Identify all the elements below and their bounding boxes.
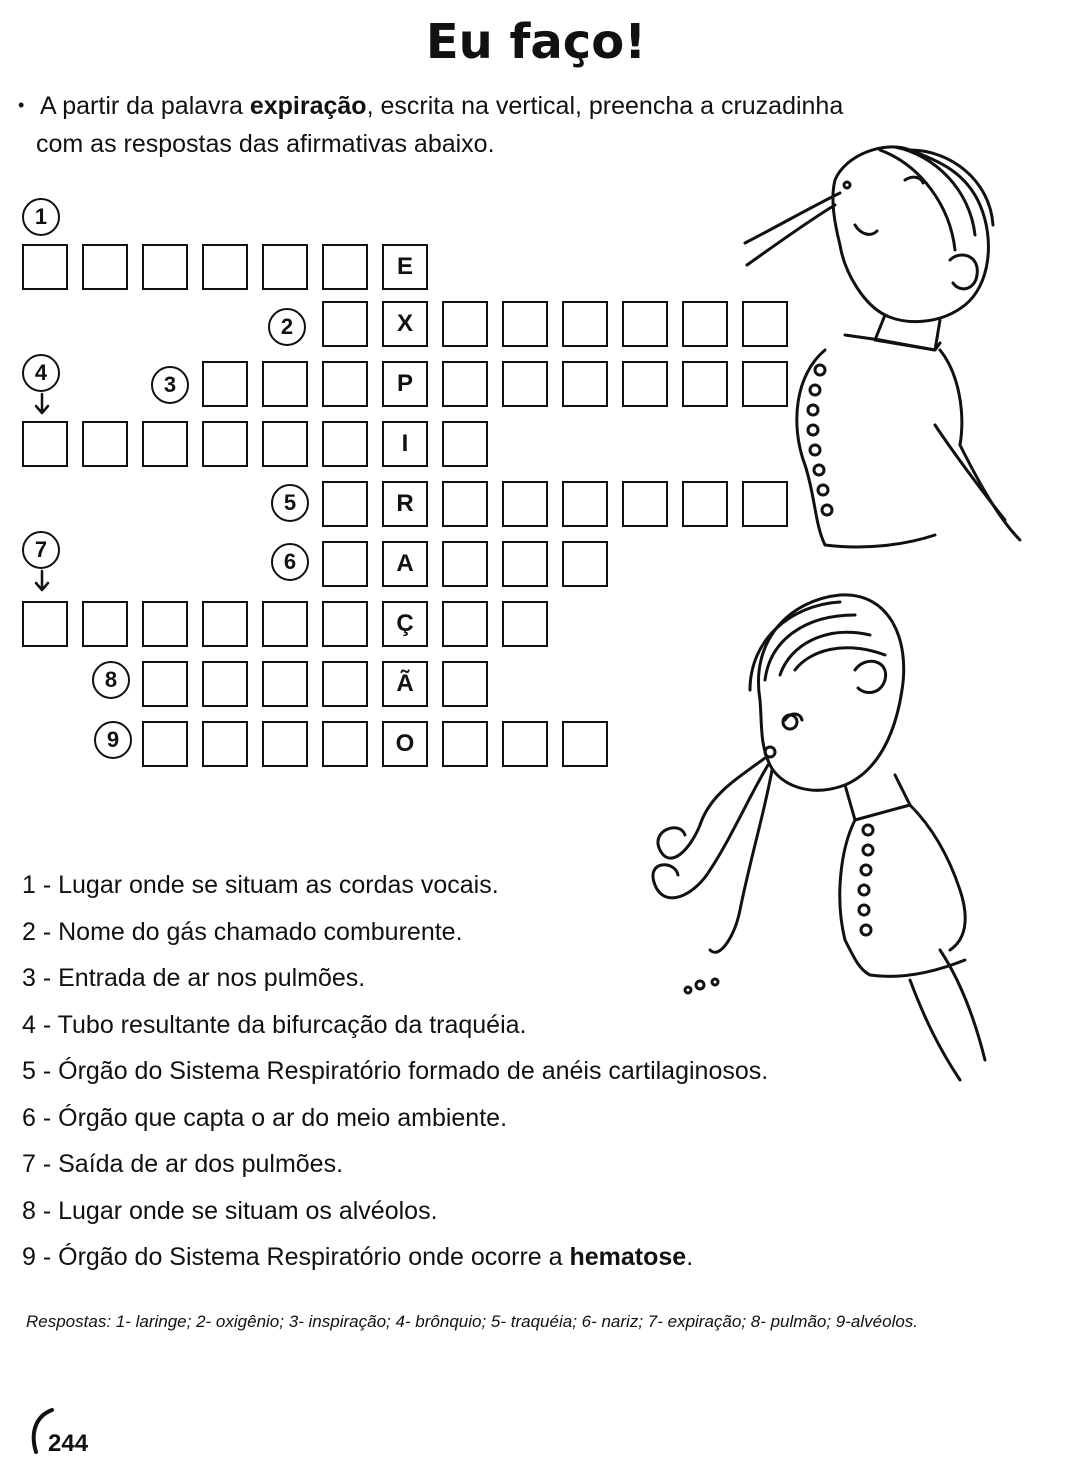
answer-cell[interactable] [262, 421, 308, 467]
answer-cell[interactable] [202, 421, 248, 467]
answer-cell[interactable] [22, 601, 68, 647]
clue-4: 4 - Tubo resultante da bifurcação da traquéia. [22, 1010, 527, 1039]
answer-cell[interactable] [502, 301, 548, 347]
answers-footnote: Respostas: 1- laringe; 2- oxigênio; 3- inspiração; 4- brônquio; 5- traquéia; 6- nariz; 7- expiração; 8- pulmão; 9-alvéolos. [26, 1312, 919, 1331]
answer-cell[interactable] [442, 361, 488, 407]
key-letter-cell[interactable]: O [382, 721, 428, 767]
key-letter-cell[interactable]: Ç [382, 601, 428, 647]
answer-cell[interactable] [322, 421, 368, 467]
answer-cell[interactable] [82, 421, 128, 467]
answer-cell[interactable] [562, 541, 608, 587]
answer-cell[interactable] [202, 244, 248, 290]
answer-cell[interactable] [502, 601, 548, 647]
boy-inhaling-illustration [735, 125, 1025, 555]
answer-cell[interactable] [202, 361, 248, 407]
clue-2: 2 - Nome do gás chamado comburente. [22, 917, 463, 946]
bullet: • [18, 95, 25, 115]
answer-cell[interactable] [142, 721, 188, 767]
answer-cell[interactable] [502, 721, 548, 767]
clue-number-8: 8 [92, 661, 130, 699]
key-letter-cell[interactable]: E [382, 244, 428, 290]
answer-cell[interactable] [142, 421, 188, 467]
answer-cell[interactable] [682, 301, 728, 347]
answer-cell[interactable] [322, 244, 368, 290]
answer-cell[interactable] [142, 244, 188, 290]
instruction-part1: A partir da palavra [40, 92, 250, 120]
answer-cell[interactable] [322, 481, 368, 527]
answer-cell[interactable] [262, 721, 308, 767]
answer-cell[interactable] [142, 601, 188, 647]
answer-cell[interactable] [562, 481, 608, 527]
clue-number-1: 1 [22, 198, 60, 236]
answer-cell[interactable] [322, 661, 368, 707]
page-title: Eu faço! [425, 14, 647, 70]
answer-cell[interactable] [442, 481, 488, 527]
clue-number-5: 5 [271, 484, 309, 522]
answer-cell[interactable] [682, 361, 728, 407]
clue-9 [22, 1234, 962, 1281]
clue-7: 7 - Saída de ar dos pulmões. [22, 1150, 344, 1178]
clue-list [22, 862, 962, 1281]
answer-cell[interactable] [322, 301, 368, 347]
answer-cell[interactable] [682, 481, 728, 527]
clue-number-2: 2 [268, 308, 306, 346]
answer-cell[interactable] [202, 601, 248, 647]
instruction-line2: com as respostas das afirmativas abaixo. [36, 130, 495, 158]
answer-cell[interactable] [142, 661, 188, 707]
answer-cell[interactable] [442, 601, 488, 647]
key-letter-cell[interactable]: I [382, 421, 428, 467]
answer-cell[interactable] [562, 301, 608, 347]
clue-9-prefix: 9 - Órgão do Sistema Respiratório onde ocorre a [22, 1243, 570, 1271]
answer-cell[interactable] [562, 721, 608, 767]
clue-number-7: 7 [22, 531, 60, 569]
clue-number-6: 6 [271, 543, 309, 581]
answer-cell[interactable] [442, 301, 488, 347]
answer-cell[interactable] [22, 244, 68, 290]
key-letter-cell[interactable]: X [382, 301, 428, 347]
clue-8: 8 - Lugar onde se situam os alvéolos. [22, 1196, 438, 1225]
answer-cell[interactable] [502, 361, 548, 407]
answer-cell[interactable] [502, 481, 548, 527]
answer-cell[interactable] [442, 661, 488, 707]
clue-9-bold: hematose [569, 1243, 687, 1271]
answer-cell[interactable] [202, 661, 248, 707]
answer-cell[interactable] [502, 541, 548, 587]
answer-cell[interactable] [322, 721, 368, 767]
clue-1: 1 - Lugar onde se situam as cordas vocais. [22, 871, 499, 899]
clue-9-suffix: . [686, 1243, 694, 1271]
answer-cell[interactable] [262, 244, 308, 290]
answer-cell[interactable] [262, 661, 308, 707]
key-letter-cell[interactable]: P [382, 361, 428, 407]
clue-5: 5 - Órgão do Sistema Respiratório formado de anéis cartilaginosos. [22, 1057, 769, 1085]
instruction-part2: , escrita na vertical, preencha a cruzadinha [366, 92, 844, 120]
answer-cell[interactable] [442, 721, 488, 767]
answer-cell[interactable] [622, 301, 668, 347]
answer-cell[interactable] [262, 361, 308, 407]
answer-cell[interactable] [262, 601, 308, 647]
page-number: 244 [48, 1430, 89, 1457]
down-arrow-icon [33, 569, 51, 593]
answer-cell[interactable] [442, 541, 488, 587]
clue-number-9: 9 [94, 721, 132, 759]
key-letter-cell[interactable]: Ã [382, 661, 428, 707]
down-arrow-icon [33, 392, 51, 416]
answer-cell[interactable] [562, 361, 608, 407]
answer-cell[interactable] [622, 361, 668, 407]
clue-6: 6 - Órgão que capta o ar do meio ambiente. [22, 1103, 508, 1132]
answer-cell[interactable] [442, 421, 488, 467]
answer-cell[interactable] [22, 421, 68, 467]
answer-cell[interactable] [322, 601, 368, 647]
clue-number-4: 4 [22, 354, 60, 392]
clue-number-3: 3 [151, 366, 189, 404]
answer-cell[interactable] [202, 721, 248, 767]
key-letter-cell[interactable]: A [382, 541, 428, 587]
answer-cell[interactable] [322, 361, 368, 407]
answer-cell[interactable] [322, 541, 368, 587]
instruction-keyword: expiração [249, 92, 367, 120]
answer-cell[interactable] [82, 601, 128, 647]
clue-3: 3 - Entrada de ar nos pulmões. [22, 964, 366, 992]
key-letter-cell[interactable]: R [382, 481, 428, 527]
answer-cell[interactable] [622, 481, 668, 527]
answer-cell[interactable] [82, 244, 128, 290]
